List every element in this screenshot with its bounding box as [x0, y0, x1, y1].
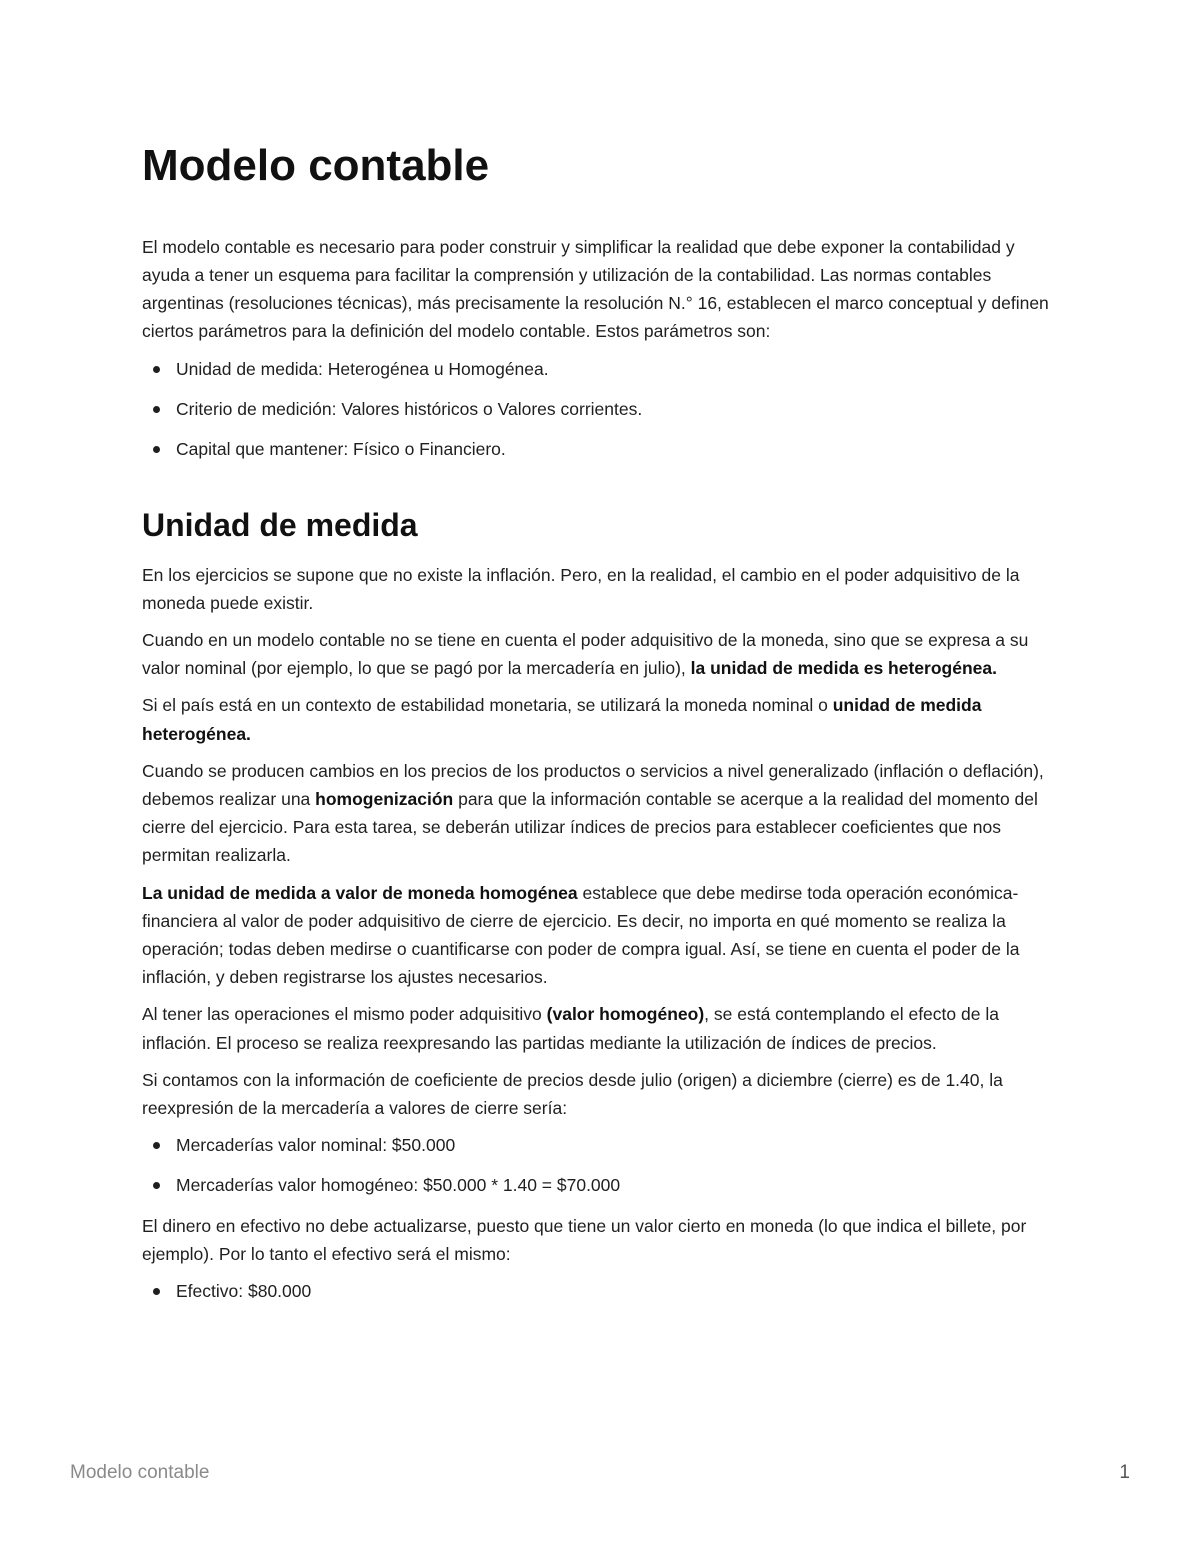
paragraph: Si contamos con la información de coeficiente de precios desde julio (origen) a diciembre (cierre) es de 1.40, la reexpresión de la mercadería a valores de cierre sería:	[142, 1069, 1003, 1119]
list-item-text: Unidad de medida: Heterogénea u Homogénea.	[176, 358, 549, 379]
section-heading: Unidad de medida	[142, 507, 418, 544]
document-body	[142, 140, 1062, 1317]
bullet-icon	[153, 1142, 160, 1149]
efectivo-list	[142, 1277, 1062, 1305]
bullet-icon	[153, 1182, 160, 1189]
paragraph-text: Si el país está en un contexto de estabilidad monetaria, se utilizará la moneda nominal o	[142, 695, 833, 716]
list-item-text: Efectivo: $80.000	[176, 1281, 312, 1302]
list-item-text: Mercaderías valor nominal: $50.000	[176, 1135, 456, 1156]
list-item	[142, 395, 1062, 423]
page-number: 1	[1119, 1462, 1130, 1483]
paragraph-text: Cuando en un modelo contable no se tiene en cuenta el poder adquisitivo de la moneda, sino que se expresa a su valor nominal (por ejemplo, lo que se pagó por la mercadería en julio),	[142, 630, 1029, 679]
paragraph	[142, 879, 1062, 992]
page-title: Modelo contable	[142, 141, 490, 190]
list-item-text: Mercaderías valor homogéneo: $50.000 * 1.40 = $70.000	[176, 1175, 621, 1196]
bullet-icon	[153, 366, 160, 373]
footer-title: Modelo contable	[70, 1462, 210, 1483]
bold-text: unidad de medida heterogénea.	[142, 695, 982, 744]
bold-text: La unidad de medida a valor de moneda homogénea	[142, 882, 578, 903]
list-item	[142, 435, 1062, 463]
list-item	[142, 1171, 1062, 1199]
list-item	[142, 1131, 1062, 1159]
paragraph	[142, 626, 1062, 682]
list-item-text: Criterio de medición: Valores históricos o Valores corrientes.	[176, 398, 643, 419]
list-item	[142, 355, 1062, 383]
paragraph-text: Al tener las operaciones el mismo poder adquisitivo	[142, 1004, 547, 1025]
bold-text: la unidad de medida es heterogénea.	[690, 658, 997, 679]
paragraph	[142, 757, 1062, 870]
paragraph-text: Cuando se producen cambios en los precios de los productos o servicios a nivel generalizado (inflación o deflación), debemos realizar una	[142, 760, 1044, 810]
list-item	[142, 1277, 1062, 1305]
intro-paragraph: El modelo contable es necesario para poder construir y simplificar la realidad que debe exponer la contabilidad y ayuda a tener un esquema para facilitar la comprensión y utilización de la contabilidad. Las normas contables argentinas (resoluciones técnicas), más precisamente la resolución N.° 16, establecen el marco conceptual y definen ciertos parámetros para la definición del modelo contable. Estos parámetros son:	[142, 236, 1049, 342]
paragraph: En los ejercicios se supone que no existe la inflación. Pero, en la realidad, el cambio en el poder adquisitivo de la moneda puede existir.	[142, 564, 1020, 613]
paragraph-text: para que la información contable se acerque a la realidad del momento del cierre del ejercicio. Para esta tarea, se deberán utilizar índices de precios para establecer coeficientes que nos permitan realizarla.	[142, 789, 1038, 866]
paragraph-text: establece que debe medirse toda operación económica-financiera al valor de poder adquisitivo de cierre de ejercicio. Es decir, no importa en qué momento se realiza la operación; todas deben medirse o cuantificarse con poder de compra igual. Así, se tiene en cuenta el poder de la inflación, y deben registrarse los ajustes necesarios.	[142, 882, 1020, 988]
list-item-text: Capital que mantener: Físico o Financiero.	[176, 439, 506, 460]
paragraph	[142, 691, 1062, 747]
bold-text: (valor homogéneo)	[546, 1004, 705, 1025]
bullet-icon	[153, 406, 160, 413]
bullet-icon	[153, 1288, 160, 1295]
paragraph	[142, 1000, 1062, 1056]
bold-text: homogenización	[315, 789, 454, 810]
paragraph: El dinero en efectivo no debe actualizarse, puesto que tiene un valor cierto en moneda (lo que indica el billete, por ejemplo). Por lo tanto el efectivo será el mismo:	[142, 1215, 1027, 1264]
parameters-list	[142, 355, 1062, 464]
paragraph-text: , se está contemplando el efecto de la inflación. El proceso se realiza reexpresando las partidas mediante la utilización de índices de precios.	[142, 1004, 999, 1053]
bullet-icon	[153, 446, 160, 453]
mercaderias-list	[142, 1131, 1062, 1199]
